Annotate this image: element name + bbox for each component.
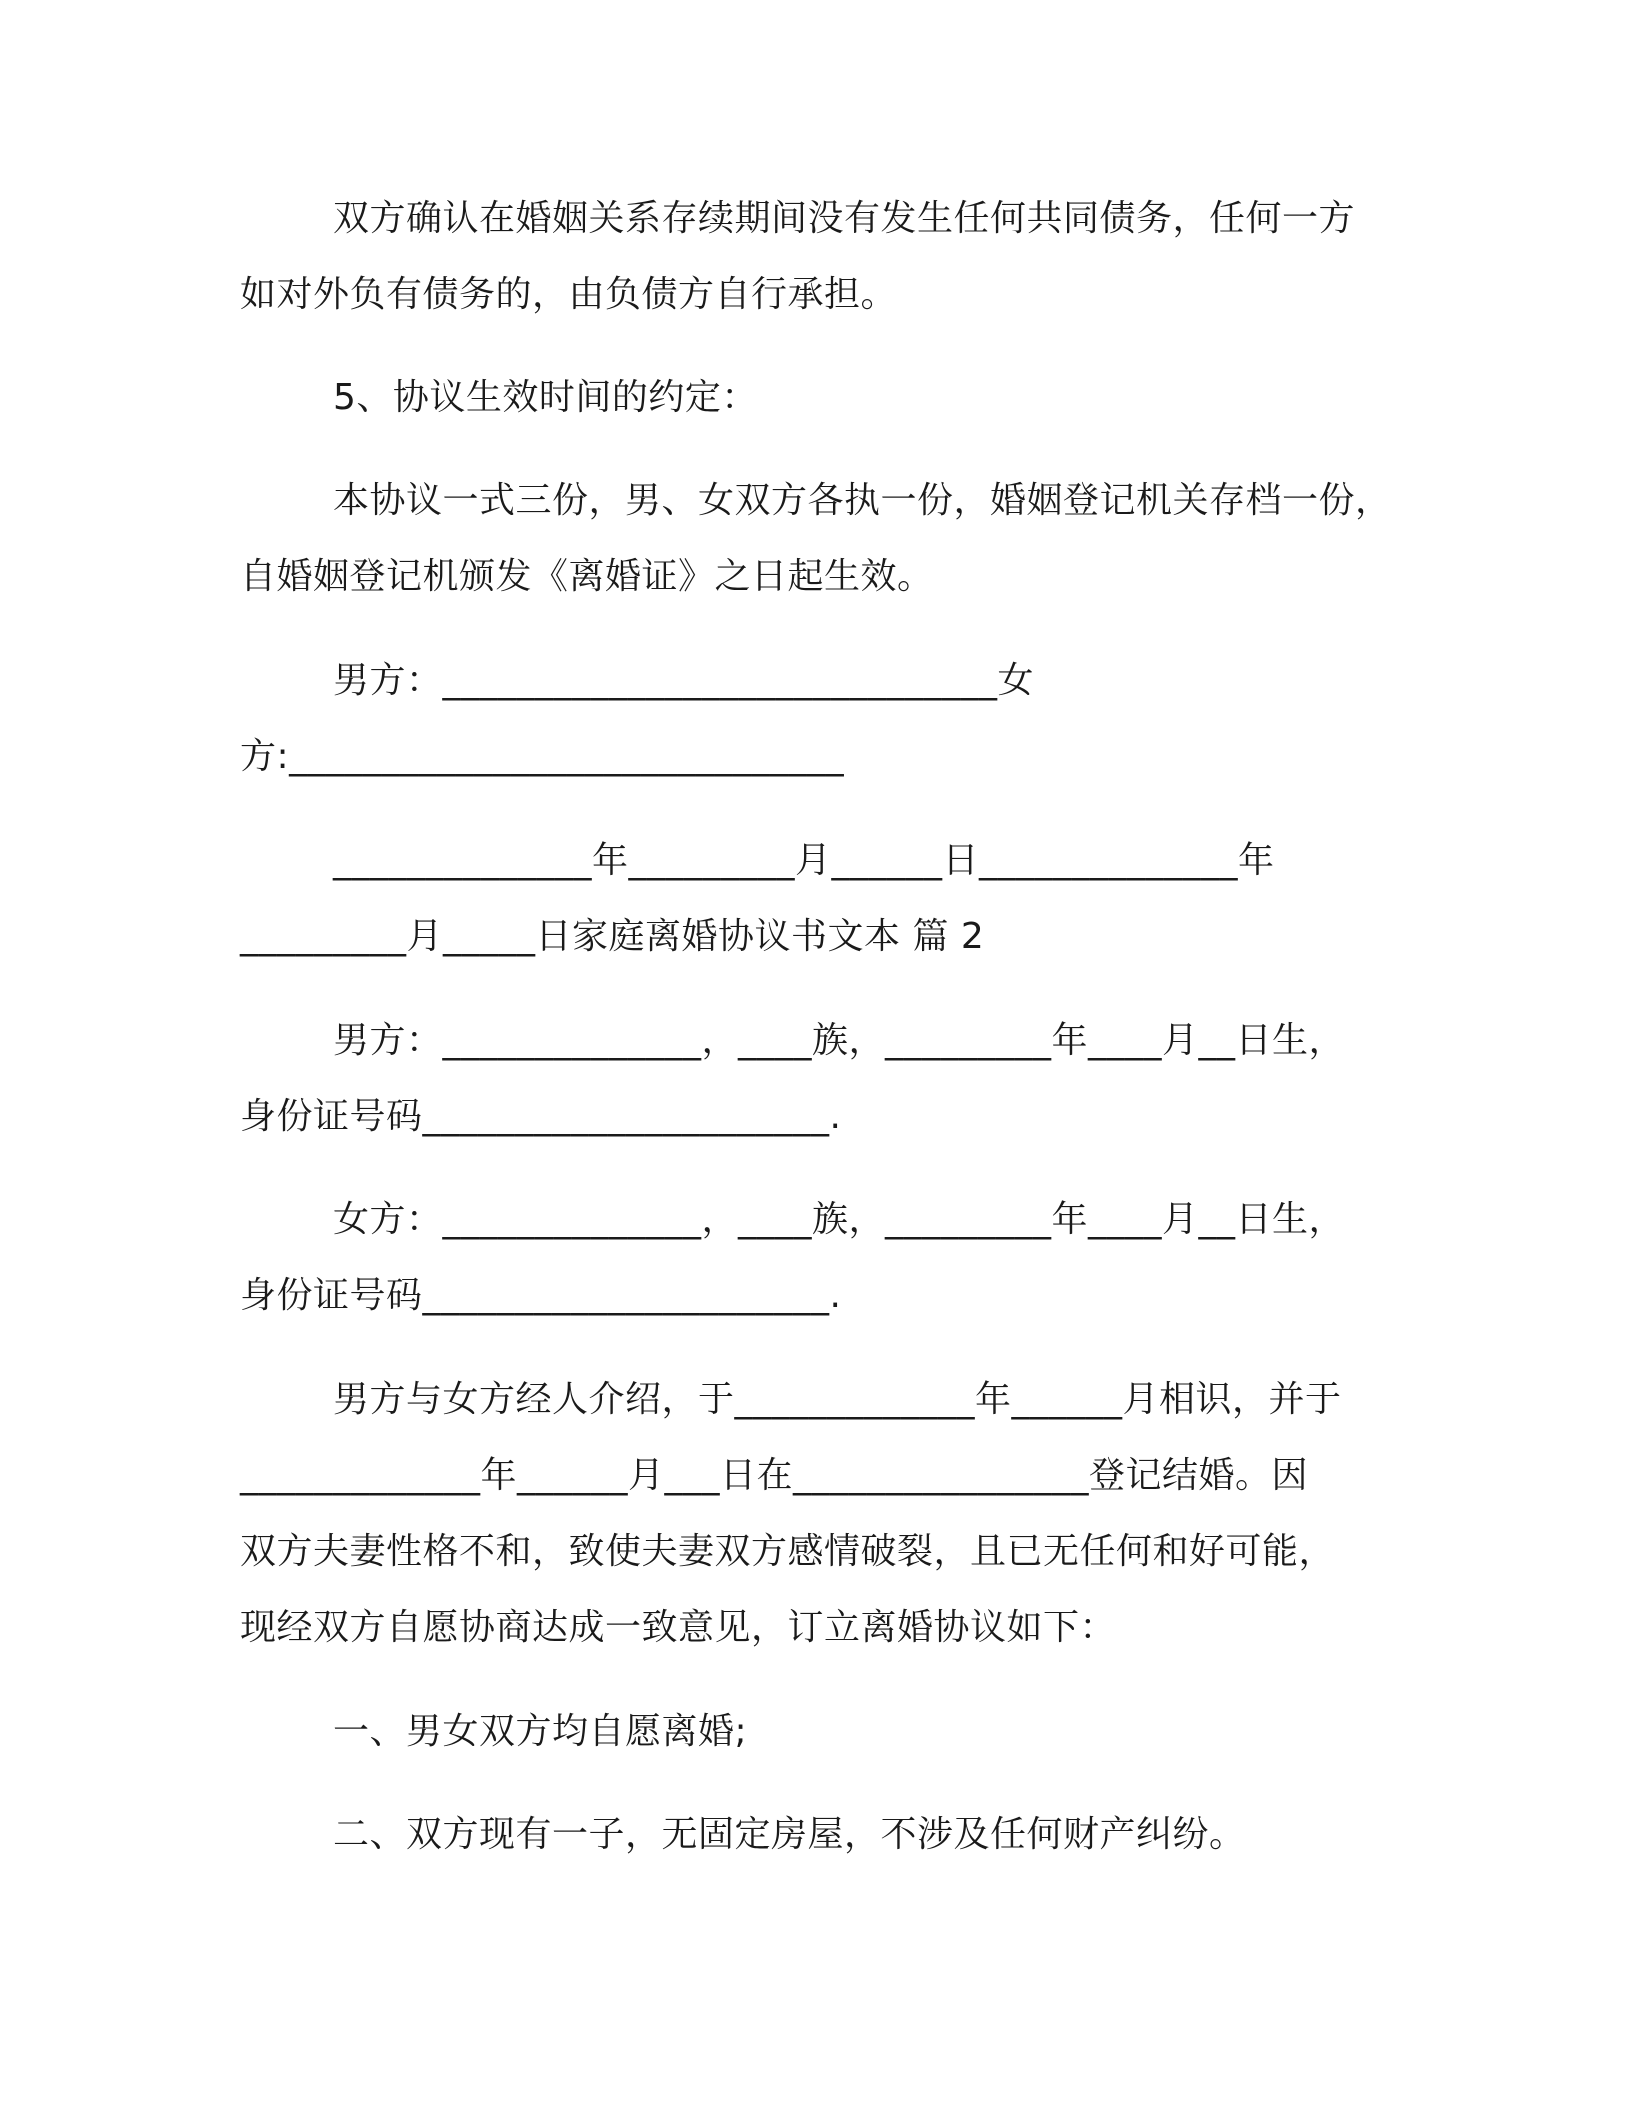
date-line-1: ______________年_________月______日______________年 <box>333 840 1275 881</box>
paragraph-copies-line-1: 本协议一式三份，男、女双方各执一份，婚姻登记机关存档一份， <box>333 480 1392 521</box>
female-info-line-1: 女方：______________，____族，_________年____月__日生， <box>333 1199 1346 1240</box>
paragraph-debt-line-2: 如对外负有债务的，由负债方自行承担。 <box>240 274 898 315</box>
clause-one: 一、男女双方均自愿离婚; <box>333 1711 748 1752</box>
paragraph-marriage-line-3: 双方夫妻性格不和，致使夫妻双方感情破裂，且已无任何和好可能， <box>240 1531 1336 1572</box>
date-line-2-title: _________月_____日家庭离婚协议书文本 篇 2 <box>240 916 985 957</box>
signature-male-line: 男方：______________________________女 <box>333 660 1035 701</box>
male-info-line-2: 身份证号码______________________. <box>240 1096 842 1137</box>
paragraph-copies-line-2: 自婚姻登记机颁发《离婚证》之日起生效。 <box>240 556 934 597</box>
signature-female-line: 方:______________________________ <box>240 736 845 777</box>
paragraph-debt-line-1: 双方确认在婚姻关系存续期间没有发生任何共同债务，任何一方 <box>333 198 1356 239</box>
section-heading-effective-date: 5、协议生效时间的约定： <box>333 377 758 418</box>
clause-two: 二、双方现有一子，无固定房屋，不涉及任何财产纠纷。 <box>333 1814 1246 1855</box>
male-info-line-1: 男方：______________，____族，_________年____月__日生， <box>333 1020 1346 1061</box>
paragraph-marriage-line-4: 现经双方自愿协商达成一致意见，订立离婚协议如下： <box>240 1607 1117 1648</box>
paragraph-marriage-line-1: 男方与女方经人介绍，于_____________年______月相识，并于 <box>333 1379 1342 1420</box>
female-info-line-2: 身份证号码______________________. <box>240 1275 842 1316</box>
paragraph-marriage-line-2: _____________年______月___日在________________登记结婚。因 <box>240 1455 1309 1496</box>
